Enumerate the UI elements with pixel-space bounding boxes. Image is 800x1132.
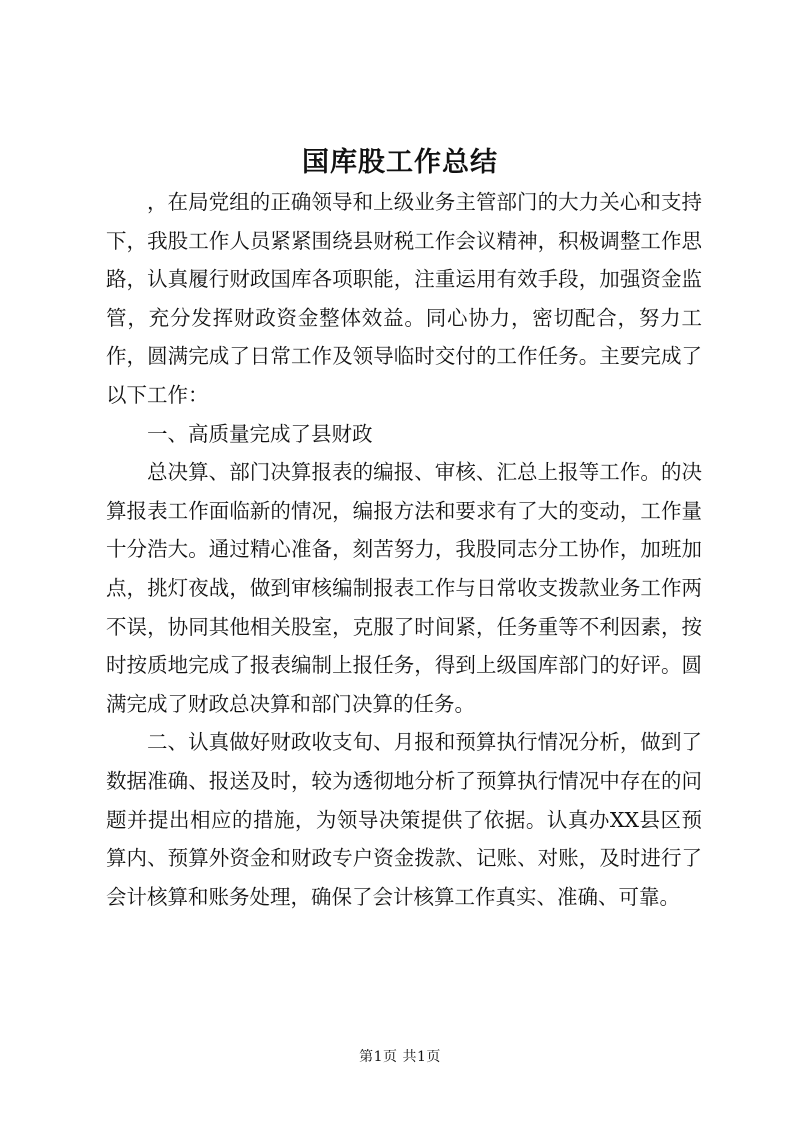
paragraph-section-2: 二、认真做好财政收支旬、月报和预算执行情况分析，做到了数据准确、报送及时，较为透彻地分析了预算执行情况中存在的问题并提出相应的措施，为领导决策提供了依据。认真办XX县区预算内、预算外资金和财政专户资金拨款、记账、对账，及时进行了会计核算和账务处理，确保了会计核算工作真实、准确、可靠。	[106, 730, 702, 909]
page-footer: 第1页 共1页	[359, 1049, 441, 1065]
paragraph-section-1-heading: 一、高质量完成了县财政	[147, 421, 373, 446]
paragraph-intro: ，在局党组的正确领导和上级业务主管部门的大力关心和支持下，我股工作人员紧紧围绕县财税工作会议精神，积极调整工作思路，认真履行财政国库各项职能，注重运用有效手段，加强资金监管，充分发挥财政资金整体效益。同心协力，密切配合，努力工作，圆满完成了日常工作及领导临时交付的工作任务。主要完成了以下工作：	[106, 190, 702, 407]
paragraph-section-1-body: 总决算、部门决算报表的编报、审核、汇总上报等工作。的决算报表工作面临新的情况，编报方法和要求有了大的变动，工作量十分浩大。通过精心准备，刻苦努力，我股同志分工协作，加班加点，挑灯夜战，做到审核编制报表工作与日常收支拨款业务工作两不误，协同其他相关股室，克服了时间紧，任务重等不利因素，按时按质地完成了报表编制上报任务，得到上级国库部门的好评。圆满完成了财政总决算和部门决算的任务。	[106, 460, 702, 716]
document-body	[106, 183, 702, 916]
document-title: 国库股工作总结	[302, 147, 498, 178]
